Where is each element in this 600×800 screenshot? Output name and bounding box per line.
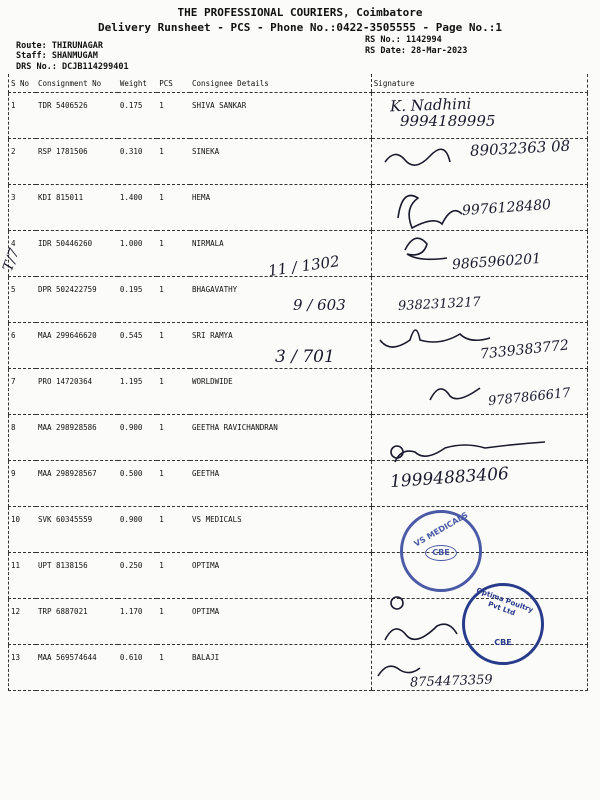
cell-sno: 11 (9, 553, 36, 599)
signature-6-scribble (380, 330, 490, 347)
cell-pcs: 1 (157, 323, 190, 369)
cell-sno: 7 (9, 369, 36, 415)
cell-consignee: SRI RAMYA (190, 323, 371, 369)
optima-stamp (462, 583, 544, 665)
cell-weight: 0.610 (118, 645, 157, 691)
rs-number: RS No.: 1142994 (365, 35, 442, 45)
cell-weight: 0.175 (118, 93, 157, 139)
cell-sno: 4 (9, 231, 36, 277)
signature-9-phone: 19994883406 (389, 463, 510, 493)
signature-2-phone: 89032363 08 (469, 136, 571, 160)
col-sno: S No (9, 74, 36, 93)
cell-consignment: TDR 5406526 (36, 93, 118, 139)
cell-pcs: 1 (157, 553, 190, 599)
signature-1-phone: 9994189995 (400, 112, 496, 130)
cell-consignee: OPTIMA (190, 553, 371, 599)
cell-consignee: GEETHA RAVICHANDRAN (190, 415, 371, 461)
cell-sno: 3 (9, 185, 36, 231)
cell-weight: 0.500 (118, 461, 157, 507)
cell-consignment: DPR 502422759 (36, 277, 118, 323)
col-consignment: Consignment No (36, 74, 118, 93)
cell-consignment: KDI 815011 (36, 185, 118, 231)
door-number-5: 9 / 603 (293, 296, 346, 314)
cell-weight: 0.195 (118, 277, 157, 323)
cell-consignee: BALAJI (190, 645, 371, 691)
cell-sno: 2 (9, 139, 36, 185)
cell-weight: 0.900 (118, 507, 157, 553)
signature-13-phone: 8754473359 (409, 672, 493, 691)
cell-pcs: 1 (157, 369, 190, 415)
cell-pcs: 1 (157, 645, 190, 691)
cell-pcs: 1 (157, 415, 190, 461)
document-title: THE PROFESSIONAL COURIERS, Coimbatore (177, 6, 423, 19)
cell-consignment: IDR 50446260 (36, 231, 118, 277)
cell-pcs: 1 (157, 139, 190, 185)
cell-pcs: 1 (157, 93, 190, 139)
signature-7-phone: 9787866617 (487, 385, 572, 410)
col-pcs: PCS (157, 74, 190, 93)
staff-label: Staff: SHANMUGAM (16, 51, 98, 61)
cell-consignment: MAA 298928586 (36, 415, 118, 461)
margin-note: T/7 (0, 246, 23, 274)
cell-consignee: NIRMALA (190, 231, 371, 277)
optima-stamp-name: Optima Poultry Pvt Ltd (475, 586, 535, 618)
cell-consignment: TRP 6887021 (36, 599, 118, 645)
cell-weight: 0.310 (118, 139, 157, 185)
signature-13-scribble (378, 666, 420, 676)
door-number-6: 3 / 701 (275, 347, 335, 367)
signature-8-circle (391, 446, 403, 458)
cell-consignment: MAA 298928567 (36, 461, 118, 507)
cell-consignment: MAA 569574644 (36, 645, 118, 691)
cell-sno: 6 (9, 323, 36, 369)
vs-medicals-stamp (400, 510, 482, 592)
cell-consignee: SINEKA (190, 139, 371, 185)
signature-8-scribble (395, 442, 545, 462)
cell-sno: 5 (9, 277, 36, 323)
vs-medicals-stamp-name: VS MEDICALS (412, 510, 470, 549)
cell-pcs: 1 (157, 507, 190, 553)
cell-consignee: VS MEDICALS (190, 507, 371, 553)
cell-pcs: 1 (157, 185, 190, 231)
cell-consignee: WORLDWIDE (190, 369, 371, 415)
cell-consignment: RSP 1781506 (36, 139, 118, 185)
cell-pcs: 1 (157, 599, 190, 645)
cell-weight: 1.195 (118, 369, 157, 415)
cell-consignee: OPTIMA (190, 599, 371, 645)
door-number-4: 11 / 1302 (267, 252, 341, 280)
cell-sno: 8 (9, 415, 36, 461)
cell-sno: 13 (9, 645, 36, 691)
rs-date: RS Date: 28-Mar-2023 (365, 46, 468, 56)
optima-stamp-city: CBE (494, 638, 512, 647)
col-signature: Signature (371, 74, 587, 93)
cell-weight: 1.000 (118, 231, 157, 277)
cell-consignment: SVK 60345559 (36, 507, 118, 553)
signature-2-scribble (385, 149, 450, 165)
drs-number: DRS No.: DCJB114299401 (16, 62, 129, 72)
cell-weight: 0.900 (118, 415, 157, 461)
signature-5-phone: 9382313217 (397, 294, 482, 315)
cell-consignee: HEMA (190, 185, 371, 231)
cell-consignee: BHAGAVATHY (190, 277, 371, 323)
cell-weight: 1.170 (118, 599, 157, 645)
cell-pcs: 1 (157, 277, 190, 323)
vs-medicals-stamp-city: CBE (425, 545, 457, 561)
route-label: Route: THIRUNAGAR (16, 41, 103, 51)
col-weight: Weight (118, 74, 157, 93)
signature-1-name: K. Nadhini (389, 94, 472, 116)
cell-consignee: SHIVA SANKAR (190, 93, 371, 139)
cell-weight: 0.545 (118, 323, 157, 369)
signature-7-scribble (430, 388, 480, 400)
signature-4-scribble (405, 238, 447, 259)
cell-sno: 10 (9, 507, 36, 553)
cell-sno: 9 (9, 461, 36, 507)
document-subtitle: Delivery Runsheet - PCS - Phone No.:0422-3505555 - Page No.:1 (98, 21, 502, 34)
cell-pcs: 1 (157, 231, 190, 277)
signature-4-phone: 9865960201 (451, 250, 542, 274)
signature-3-scribble (398, 196, 462, 229)
signature-12-circle (391, 597, 403, 609)
cell-consignment: PRO 14720364 (36, 369, 118, 415)
cell-sno: 12 (9, 599, 36, 645)
signature-3-phone: 9976128480 (461, 196, 552, 220)
cell-weight: 0.250 (118, 553, 157, 599)
cell-consignment: MAA 299646620 (36, 323, 118, 369)
cell-pcs: 1 (157, 461, 190, 507)
signature-12-scribble (385, 624, 457, 640)
cell-consignee: GEETHA (190, 461, 371, 507)
signature-6-phone: 7339383772 (479, 337, 570, 363)
cell-weight: 1.400 (118, 185, 157, 231)
cell-sno: 1 (9, 93, 36, 139)
cell-consignment: UPT 8138156 (36, 553, 118, 599)
col-consignee: Consignee Details (190, 74, 371, 93)
